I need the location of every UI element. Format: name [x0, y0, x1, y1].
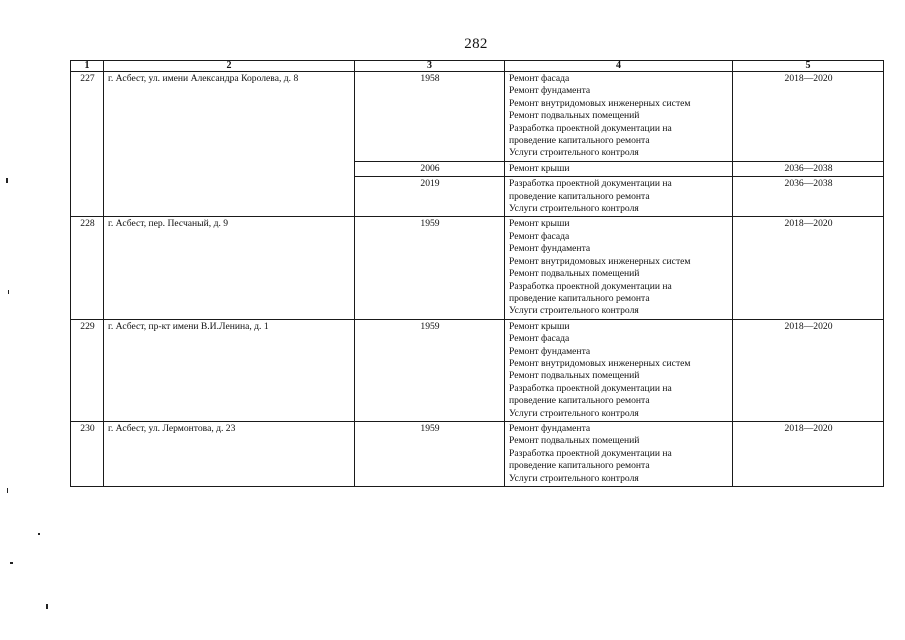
page-number: 282 — [464, 36, 488, 52]
building-address: г. Асбест, ул. имени Александра Королева, д. 8 — [104, 72, 355, 217]
work-item: Услуги строительного контроля — [509, 305, 639, 317]
work-item: Разработка проектной документации на — [509, 447, 672, 459]
period-cell: 2018—2020 — [733, 319, 884, 421]
work-item: проведение капитального ремонта — [509, 190, 650, 202]
year-cell: 1959 — [355, 217, 505, 319]
work-item: Ремонт внутридомовых инженерных систем — [509, 97, 691, 109]
column-header: 2 — [104, 61, 355, 72]
work-item: Ремонт крыши — [509, 218, 570, 230]
table-row — [71, 217, 884, 319]
year-cell: 2006 — [355, 161, 505, 176]
works-list — [505, 319, 733, 421]
work-item: Ремонт фундамента — [509, 422, 591, 434]
table-body — [71, 72, 884, 487]
period-cell: 2018—2020 — [733, 72, 884, 162]
period-cell: 2018—2020 — [733, 217, 884, 319]
work-item: Услуги строительного контроля — [509, 203, 639, 215]
column-header: 4 — [505, 61, 733, 72]
work-item: проведение капитального ремонта — [509, 395, 650, 407]
work-item: Ремонт фасада — [509, 333, 570, 345]
table-row — [71, 319, 884, 421]
work-item: проведение капитального ремонта — [509, 135, 650, 147]
work-item: Ремонт фундамента — [509, 243, 591, 255]
year-cell: 1959 — [355, 421, 505, 486]
period-cell: 2036—2038 — [733, 161, 884, 176]
column-header: 3 — [355, 61, 505, 72]
year-cell: 1959 — [355, 319, 505, 421]
works-list — [505, 161, 733, 176]
work-item: Ремонт фасада — [509, 73, 570, 84]
table-row — [71, 421, 884, 486]
table-row — [71, 72, 884, 162]
work-item: проведение капитального ремонта — [509, 292, 650, 304]
scan-speck — [6, 178, 8, 183]
row-number: 230 — [71, 421, 104, 486]
work-item: Услуги строительного контроля — [509, 472, 639, 484]
work-item: Ремонт крыши — [509, 320, 570, 332]
building-address: г. Асбест, пер. Песчаный, д. 9 — [104, 217, 355, 319]
column-number-row — [71, 61, 884, 72]
scan-speck — [38, 533, 40, 535]
scan-speck — [7, 488, 8, 493]
work-item: Ремонт подвальных помещений — [509, 110, 640, 122]
period-cell: 2018—2020 — [733, 421, 884, 486]
work-item: Ремонт фасада — [509, 230, 570, 242]
work-item: Услуги строительного контроля — [509, 147, 639, 159]
work-item: Ремонт подвальных помещений — [509, 370, 640, 382]
work-item: Ремонт подвальных помещений — [509, 268, 640, 280]
scan-speck — [46, 604, 48, 609]
row-number: 229 — [71, 319, 104, 421]
period-cell: 2036—2038 — [733, 177, 884, 217]
column-header: 1 — [71, 61, 104, 72]
year-cell: 2019 — [355, 177, 505, 217]
work-item: Разработка проектной документации на — [509, 280, 672, 292]
building-address: г. Асбест, ул. Лермонтова, д. 23 — [104, 421, 355, 486]
work-item: Разработка проектной документации на — [509, 382, 672, 394]
work-item: проведение капитального ремонта — [509, 460, 650, 472]
work-item: Ремонт фундамента — [509, 345, 591, 357]
column-header: 5 — [733, 61, 884, 72]
works-list — [505, 177, 733, 217]
scan-speck — [8, 290, 9, 294]
work-item: Ремонт внутридомовых инженерных систем — [509, 357, 691, 369]
repair-schedule-table — [70, 60, 884, 487]
building-address: г. Асбест, пр-кт имени В.И.Ленина, д. 1 — [104, 319, 355, 421]
work-item: Разработка проектной документации на — [509, 178, 672, 190]
work-item: Разработка проектной документации на — [509, 122, 672, 134]
year-cell: 1958 — [355, 72, 505, 162]
work-item: Ремонт крыши — [509, 162, 570, 174]
work-item: Услуги строительного контроля — [509, 407, 639, 419]
works-list — [505, 72, 733, 162]
work-item: Ремонт внутридомовых инженерных систем — [509, 255, 691, 267]
work-item: Ремонт фундамента — [509, 85, 591, 97]
scan-speck — [10, 562, 13, 564]
row-number: 228 — [71, 217, 104, 319]
row-number: 227 — [71, 72, 104, 217]
works-list — [505, 421, 733, 486]
work-item: Ремонт подвальных помещений — [509, 435, 640, 447]
works-list — [505, 217, 733, 319]
